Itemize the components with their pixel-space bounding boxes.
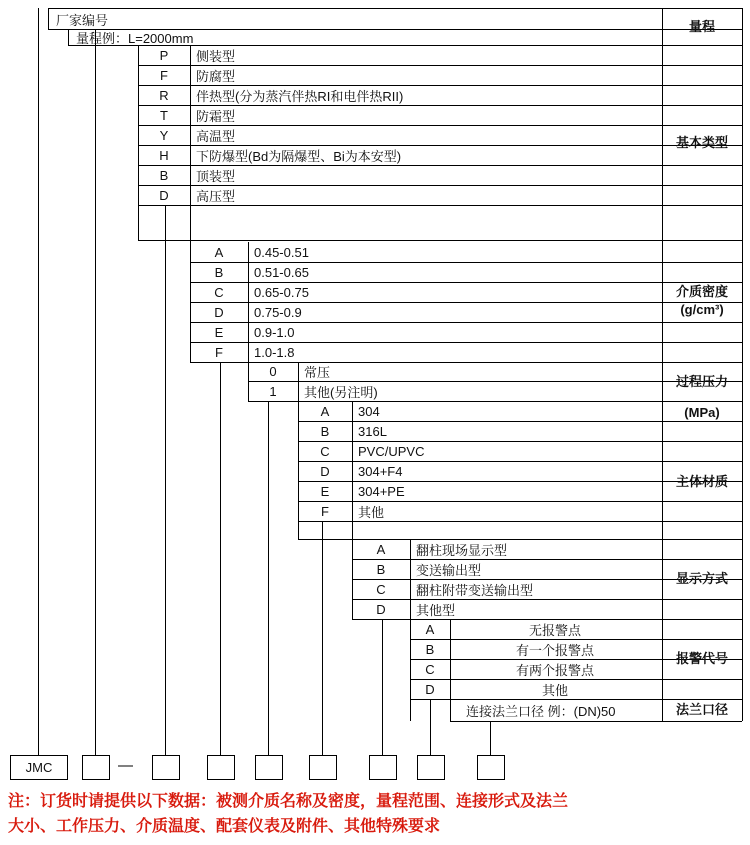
model-separator: — [118, 757, 133, 774]
material-desc-0: 304 [358, 403, 380, 419]
model-slot-1[interactable] [82, 755, 110, 780]
hline-11 [138, 240, 742, 241]
model-slot-8[interactable] [477, 755, 505, 780]
density-desc-5: 1.0-1.8 [254, 344, 295, 360]
basic-type-code-2: R [159, 87, 169, 103]
density-code-2: C [214, 284, 224, 300]
display-desc-3: 其他型 [416, 602, 456, 618]
basic-type-code-3: T [160, 107, 168, 123]
basic-type-desc-7: 高压型 [196, 188, 236, 204]
model-slot-3[interactable] [207, 755, 235, 780]
density-desc-3: 0.75-0.9 [254, 304, 302, 320]
basic-type-code-4: Y [159, 127, 169, 143]
right-label-process-pressure-1: 过程压力 [675, 373, 728, 389]
basic-type-desc-3: 防霜型 [196, 108, 236, 124]
alarm-code-0: A [425, 621, 435, 637]
basic-type-desc-1: 防腐型 [196, 68, 236, 84]
material-desc-4: 304+PE [358, 483, 405, 499]
density-code-3: D [214, 304, 224, 320]
hline-10 [138, 205, 742, 206]
order-note-line1: 注：订货时请提供以下数据：被测介质名称及密度，量程范围、连接形式及法兰 [8, 793, 569, 810]
alarm-desc-0: 无报警点 [528, 622, 581, 638]
material-desc-5: 其他 [358, 504, 385, 520]
basic-type-desc-5: 下防爆型(Bd为隔爆型、Bi为本安型) [196, 148, 402, 164]
hline-35 [450, 721, 742, 722]
order-note-line2: 大小、工作压力、介质温度、配套仪表及附件、其他特殊要求 [8, 817, 441, 835]
basic-type-desc-0: 侧装型 [196, 48, 236, 64]
right-label-body-material: 主体材质 [675, 474, 728, 490]
range-example-label: 量程例：L=2000mm [76, 30, 194, 46]
display-code-1: B [376, 561, 386, 577]
material-code-3: D [320, 463, 330, 479]
material-desc-1: 316L [358, 423, 387, 439]
drop-line-alarm [430, 699, 431, 755]
manufacturer-code-label: 厂家编号 [56, 12, 109, 28]
density-code-0: A [214, 244, 224, 260]
drop-line-range [95, 29, 96, 755]
model-slot-4[interactable] [255, 755, 283, 780]
alarm-desc-2: 有两个报警点 [515, 662, 594, 678]
material-code-0: A [320, 403, 330, 419]
alarm-desc-3: 其他 [541, 682, 568, 698]
basic-type-code-5: H [159, 147, 169, 163]
basic-type-code-0: P [159, 47, 169, 63]
density-desc-1: 0.51-0.65 [254, 264, 309, 280]
right-label-display-mode: 显示方式 [675, 571, 728, 587]
display-code-0: A [376, 541, 386, 557]
basic-type-code-1: F [160, 67, 168, 83]
basic-type-code-7: D [159, 187, 169, 203]
material-code-2: C [320, 443, 330, 459]
model-prefix-box[interactable]: JMC [10, 755, 68, 780]
vline-far-right [742, 8, 743, 721]
model-slot-5[interactable] [309, 755, 337, 780]
flange-desc: 连接法兰口径 例：(DN)50 [466, 703, 616, 719]
pressure-desc-0: 常压 [304, 365, 331, 380]
density-code-4: E [214, 324, 224, 340]
right-label-process-pressure-2: (MPa) [684, 405, 720, 421]
drop-line-flange [490, 721, 491, 755]
display-desc-2: 翻柱附带变送输出型 [416, 582, 534, 598]
material-desc-3: 304+F4 [358, 463, 403, 479]
material-code-5: F [321, 503, 329, 519]
vline-left-top [48, 8, 49, 29]
material-code-4: E [320, 483, 330, 499]
vline-left-2 [68, 29, 69, 45]
drop-line-material [322, 521, 323, 755]
right-label-density [662, 240, 742, 362]
material-desc-2: PVC/UPVC [358, 443, 425, 459]
model-slot-6[interactable] [369, 755, 397, 780]
pressure-desc-1: 其他(另注明) [304, 384, 378, 400]
drop-line-density [220, 362, 221, 755]
density-code-5: F [215, 344, 223, 360]
drop-line-manufacturer [38, 8, 39, 755]
density-desc-4: 0.9-1.0 [254, 324, 295, 340]
alarm-code-3: D [425, 681, 435, 697]
drop-line-pressure [268, 401, 269, 755]
basic-type-desc-4: 高温型 [196, 128, 236, 144]
model-slot-2[interactable] [152, 755, 180, 780]
right-label-density-line2: (g/cm³) [680, 302, 724, 317]
drop-line-display [382, 619, 383, 755]
right-label-flange-diameter: 法兰口径 [675, 702, 728, 718]
model-slot-7[interactable] [417, 755, 445, 780]
right-label-density-line1: 介质密度 [675, 284, 728, 300]
alarm-desc-1: 有一个报警点 [515, 642, 594, 658]
right-label-range: 量程 [688, 18, 715, 34]
density-desc-0: 0.45-0.51 [254, 244, 309, 260]
basic-type-code-6: B [159, 167, 169, 183]
alarm-code-1: B [425, 641, 435, 657]
display-code-3: D [376, 601, 386, 617]
right-label-basic-type: 基本类型 [675, 134, 728, 150]
pressure-code-0: 0 [269, 364, 277, 379]
display-desc-1: 变送输出型 [416, 562, 482, 578]
pressure-code-1: 1 [269, 383, 277, 399]
density-desc-2: 0.65-0.75 [254, 284, 309, 300]
display-code-2: C [376, 581, 386, 597]
display-desc-0: 翻柱现场显示型 [416, 542, 508, 558]
alarm-code-2: C [425, 661, 435, 677]
material-code-1: B [320, 423, 330, 439]
basic-type-desc-2: 伴热型(分为蒸汽伴热RI和电伴热RII) [196, 88, 404, 104]
drop-line-basic-type [165, 205, 166, 755]
density-code-1: B [214, 264, 224, 280]
right-label-alarm-code: 报警代号 [675, 651, 728, 667]
basic-type-desc-6: 顶装型 [196, 168, 236, 184]
order-note [8, 790, 748, 840]
